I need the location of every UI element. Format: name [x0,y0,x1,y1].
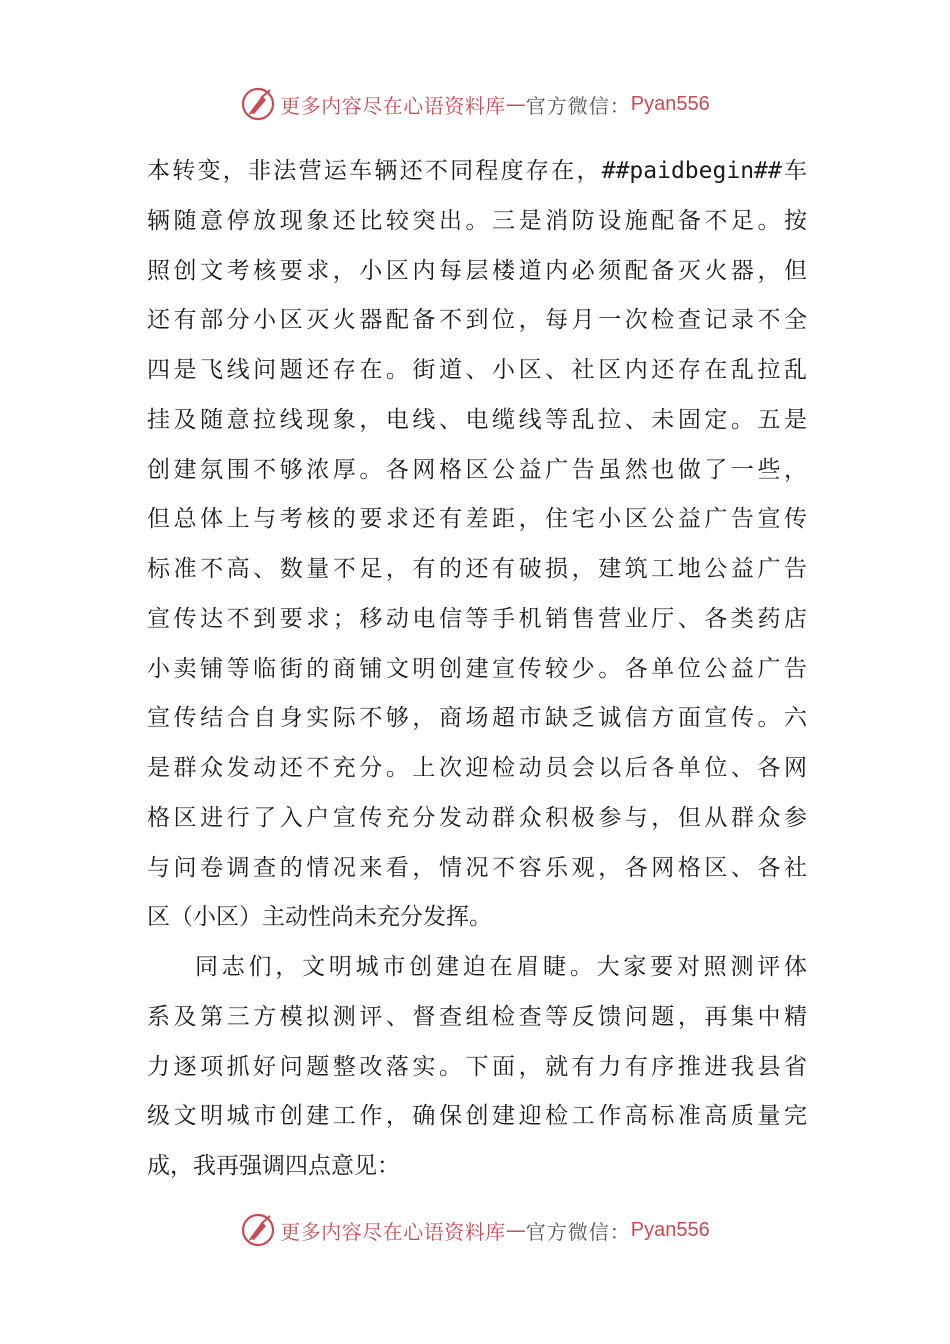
body-line: 格区进行了入户宣传充分发动群众积极参与，但从群众参 [147,804,807,831]
footer-banner [0,1208,950,1252]
banner-official-text: 官方微信： [525,93,631,118]
body-line: 还有部分小区灭火器配备不到位，每月一次检查记录不全 [147,307,807,334]
banner-dash: — [505,92,526,116]
body-line: 但总体上与考核的要求还有差距，住宅小区公益广告宣传 [147,506,807,533]
body-line: 同志们，文明城市创建迫在眉睫。大家要对照测评体 [195,954,807,980]
body-line: 系及第三方模拟测评、督查组检查等反馈问题，再集中精 [147,1003,807,1030]
pen-nib-icon [240,1212,276,1248]
body-line: 辆随意停放现象还比较突出。三是消防设施配备不足。按 [147,207,807,234]
body-line: 小卖铺等临街的商铺文明创建宣传较少。各单位公益广告 [147,655,807,682]
body-line: 区（小区）主动性尚未充分发挥。 [147,904,492,931]
body-line: 成，我再强调四点意见： [147,1153,400,1179]
document-body [147,147,807,1192]
body-line: 宣传结合自身实际不够，商场超市缺乏诚信方面宣传。六 [147,705,807,732]
body-line: 标准不高、数量不足，有的还有破损，建筑工地公益广告 [147,556,807,582]
banner-wechat-id: Pyan556 [630,1218,710,1241]
body-line: 照创文考核要求，小区内每层楼道内必须配备灭火器，但 [147,257,807,284]
pen-nib-icon [240,86,276,122]
body-line: 创建氛围不够浓厚。各网格区公益广告虽然也做了一些， [147,456,807,483]
body-line: 四是飞线问题还存在。街道、小区、社区内还存在乱拉乱 [147,357,807,383]
body-line: 宣传达不到要求；移动电信等手机销售营业厅、各类药店 [147,605,807,632]
body-line: 是群众发动还不充分。上次迎检动员会以后各单位、各网 [147,755,807,781]
body-line: 与问卷调查的情况来看，情况不容乐观，各网格区、各社 [147,854,807,881]
body-line: 挂及随意拉线现象，电线、电缆线等乱拉、未固定。五是 [147,406,807,433]
body-line: 力逐项抓好问题整改落实。下面，就有力有序推进我县省 [147,1053,807,1080]
banner-official-text: 官方微信： [525,1219,631,1244]
header-banner [0,82,950,126]
banner-wechat-id: Pyan556 [630,92,710,115]
banner-main-text: 更多内容尽在心语资料库 [280,93,506,118]
banner-main-text: 更多内容尽在心语资料库 [280,1219,506,1244]
body-line: 本转变，非法营运车辆还不同程度存在，##paidbegin##车 [147,158,807,184]
body-line: 级文明城市创建工作，确保创建迎检工作高标准高质量完 [147,1103,807,1130]
banner-dash: — [505,1218,526,1242]
